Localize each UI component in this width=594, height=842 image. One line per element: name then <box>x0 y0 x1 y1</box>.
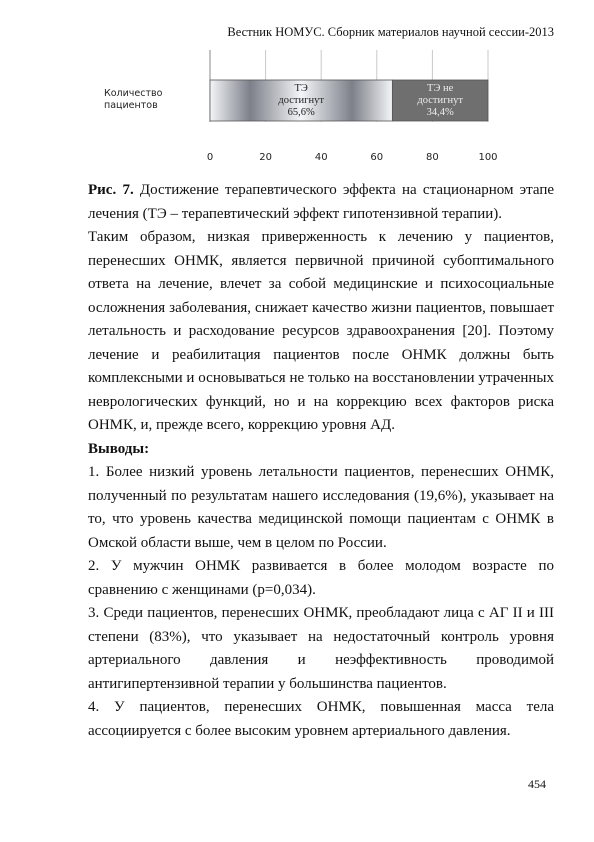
x-tick-label: 20 <box>259 152 272 163</box>
bar-data-label: ТЭ не <box>427 83 454 94</box>
conclusion-item: 1. Более низкий уровень летальности пациентов, перенесших ОНМК, полученный по результатам нашего исследования (19,6%), указывает на то, что уровень качества медицинской помощи пациентам с ОНМК в Омской области выше, чем в целом по России. <box>88 464 554 551</box>
conclusion-item: 2. У мужчин ОНМК развивается в более молодом возрасте по сравнению с женщинами (р=0,034). <box>88 558 554 598</box>
bar-data-label: 34,4% <box>426 107 454 118</box>
figure-caption <box>88 179 554 226</box>
x-tick-label: 0 <box>206 152 214 163</box>
x-tick-label: 80 <box>426 152 439 163</box>
conclusion-item: 4. У пациентов, перенесших ОНМК, повышенная масса тела ассоциируется с более высоким уровнем артериального давления. <box>88 699 554 739</box>
x-tick-label: 60 <box>370 152 384 163</box>
paragraph: Таким образом, низкая приверженность к лечению у пациентов, перенесших ОНМК, является первичной причиной субоптимального ответа на лечение, влечет за собой медицинские и психосоциальные осложнения заболевания, снижает качество жизни пациентов, повышает летальность и расходование ресурсов здравоохранения [20]. Поэтому лечение и реабилитация пациентов после ОНМК должны быть комплексными и основываться не только на восстановлении утраченных неврологических функций, но и на коррекцию всех факторов риска ОНМК, и, прежде всего, коррекцию уровня АД. <box>88 229 554 433</box>
running-header: Вестник НОМУС. Сборник материалов научной сессии-2013 <box>227 25 554 39</box>
stacked-bar-chart <box>100 50 504 172</box>
category-label: пациентов <box>104 100 158 111</box>
page-number: 454 <box>528 777 546 791</box>
category-label: Количество <box>104 88 163 99</box>
conclusions-heading: Выводы: <box>88 440 150 457</box>
bar-data-label: достигнут <box>417 95 463 106</box>
bar-data-label: достигнут <box>278 95 324 106</box>
x-tick-label: 100 <box>478 152 498 163</box>
x-tick-label: 40 <box>314 152 328 163</box>
article-body <box>88 179 554 743</box>
bar-data-label: ТЭ <box>294 83 308 94</box>
figure-caption-label: Рис. 7. <box>88 182 134 198</box>
figure-caption-text: Достижение терапевтического эффекта на стационарном этапе лечения (ТЭ – терапевтический эффект гипотензивной терапии). <box>88 182 555 222</box>
conclusion-item: 3. Среди пациентов, перенесших ОНМК, преобладают лица с АГ II и III степени (83%), что указывает на недостаточный контроль уровня артериального давления и неэффективность проводимой антигипертензивной терапии у большинства пациентов. <box>88 605 554 692</box>
bar-data-label: 65,6% <box>287 107 315 118</box>
